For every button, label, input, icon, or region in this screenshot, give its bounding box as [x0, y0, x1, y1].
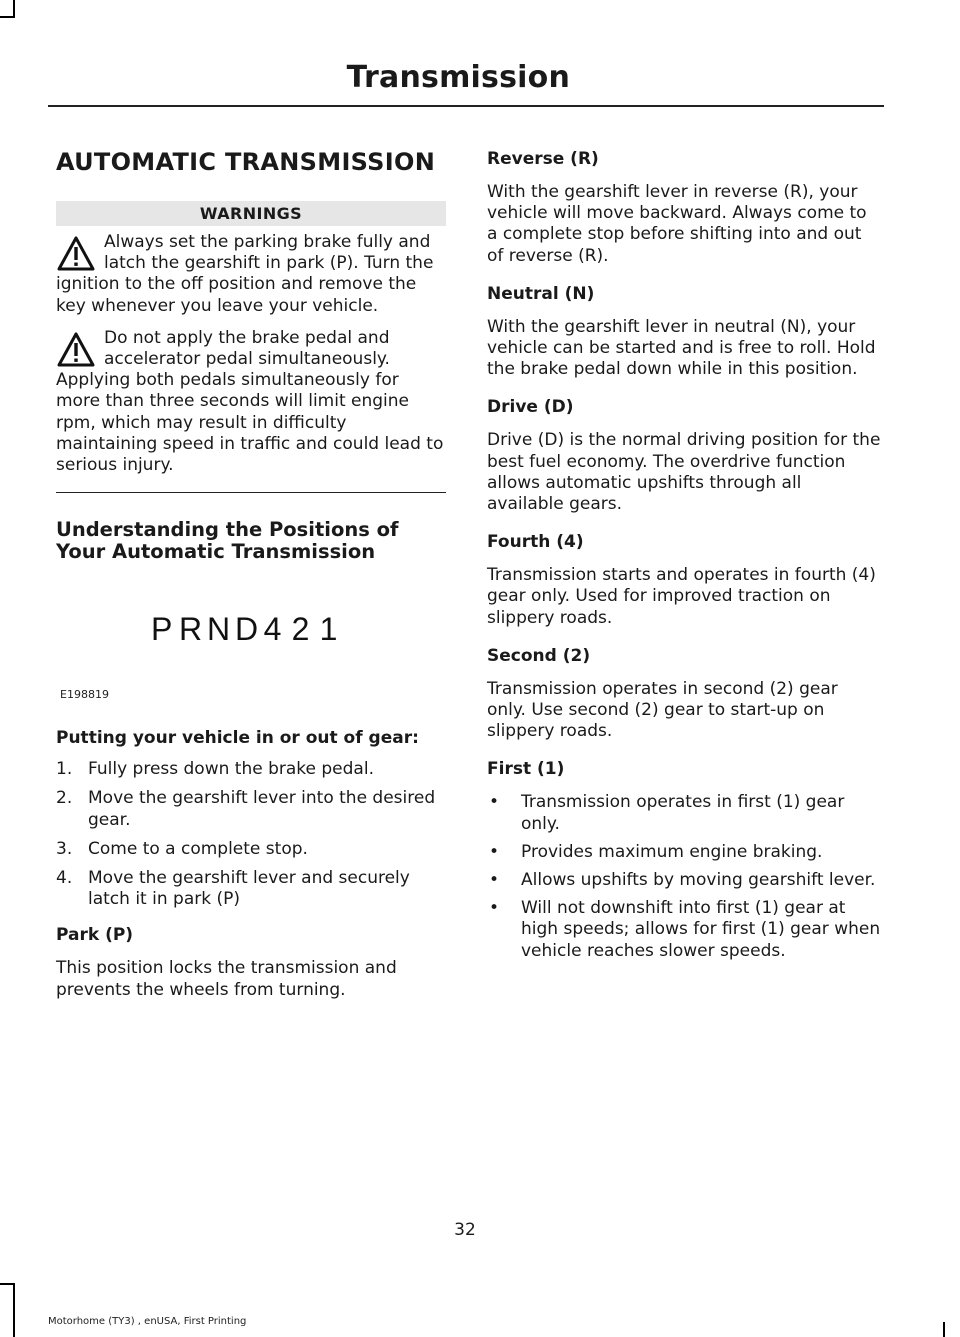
section-fourth	[487, 531, 882, 629]
left-column	[56, 140, 446, 1001]
gear-d: D	[235, 611, 268, 648]
header-rule	[48, 105, 884, 107]
warning-1	[56, 232, 446, 317]
steps-heading: Putting your vehicle in or out of gear:	[56, 728, 419, 749]
list-item	[487, 842, 882, 863]
step-number: 3.	[56, 838, 73, 859]
warning-2	[56, 328, 446, 476]
step-number: 1.	[56, 759, 73, 780]
step-text: Move the gearshift lever and securely latch it in park (P)	[88, 868, 410, 910]
bullet-dot: •	[489, 841, 500, 862]
drive-heading: Drive (D)	[487, 397, 574, 418]
warning-triangle-icon	[56, 330, 96, 370]
crop-mark-bottom-left-h	[0, 1283, 15, 1285]
fourth-text: Transmission starts and operates in fourth (4) gear only. Used for improved traction on slippery roads.	[487, 565, 876, 628]
section-first	[487, 758, 882, 961]
gear-4: 4	[263, 611, 291, 648]
gear-2: 2	[291, 611, 319, 648]
bullet-text: Allows upshifts by moving gearshift lever.	[521, 870, 876, 891]
warning-2-text: Do not apply the brake pedal and accelerator pedal simultaneously. Applying both pedals simultaneously for more than three seconds will limit engine rpm, which may result in difficulty maintaining speed in traffic and could lead to serious injury.	[56, 327, 444, 476]
neutral-text: With the gearshift lever in neutral (N), your vehicle can be started and is free to roll. Hold the brake pedal down while in this position.	[487, 316, 876, 380]
section-second	[487, 645, 882, 743]
page-header-title: Transmission	[346, 60, 570, 95]
gear-r: R	[179, 611, 212, 648]
crop-mark-top-left-h	[0, 16, 15, 18]
warning-1-text: Always set the parking brake fully and latch the gearshift in park (P). Turn the ignition to the off position and remove the key whenever you leave your vehicle.	[56, 232, 434, 316]
list-item	[56, 839, 446, 860]
crop-mark-bottom-left	[13, 1283, 15, 1337]
bullet-text: Provides maximum engine braking.	[521, 841, 823, 862]
step-number: 4.	[56, 868, 73, 889]
step-text: Fully press down the brake pedal.	[88, 759, 374, 780]
list-item	[487, 870, 882, 891]
section-reverse	[487, 148, 882, 267]
bullet-dot: •	[489, 792, 500, 813]
warnings-bar: WARNINGS	[56, 201, 446, 226]
park-text: This position locks the transmission and prevents the wheels from turning.	[56, 958, 397, 1000]
gear-indicator-figure	[56, 571, 446, 721]
section-drive	[487, 396, 882, 515]
list-item	[56, 868, 446, 910]
second-heading: Second (2)	[487, 645, 591, 666]
right-column	[487, 140, 882, 969]
drive-text: Drive (D) is the normal driving position for the best fuel economy. The overdrive function allows automatic upshifts through all available gears.	[487, 430, 881, 515]
crop-mark-bottom-right	[943, 1322, 945, 1337]
gear-1: 1	[319, 611, 347, 648]
footer-text: Motorhome (TY3) , enUSA, First Printing	[48, 1316, 247, 1327]
first-bullets	[487, 792, 882, 961]
park-heading: Park (P)	[56, 925, 134, 946]
gear-p: P	[151, 611, 182, 648]
list-item	[56, 788, 446, 830]
gear-n: N	[207, 611, 240, 648]
page-number: 32	[454, 1220, 476, 1240]
list-item	[487, 898, 882, 962]
fourth-heading: Fourth (4)	[487, 532, 584, 553]
bullet-dot: •	[489, 898, 500, 919]
reverse-text: With the gearshift lever in reverse (R), your vehicle will move backward. Always come to a complete stop before shifting into and out of reverse (R).	[487, 182, 867, 266]
warning-triangle-icon	[56, 234, 96, 274]
bullet-dot: •	[489, 870, 500, 891]
step-number: 2.	[56, 788, 73, 809]
neutral-heading: Neutral (N)	[487, 283, 595, 304]
figure-code: E198819	[60, 688, 109, 702]
reverse-heading: Reverse (R)	[487, 149, 599, 169]
list-item	[487, 792, 882, 834]
second-text: Transmission operates in second (2) gear only. Use second (2) gear to start-up on slippery roads.	[487, 678, 838, 742]
step-text: Move the gearshift lever into the desired gear.	[88, 788, 436, 830]
bullet-text: Will not downshift into first (1) gear at high speeds; allows for first (1) gear when vehicle reaches slower speeds.	[521, 898, 881, 961]
bullet-text: Transmission operates in first (1) gear only.	[521, 792, 845, 834]
first-heading: First (1)	[487, 759, 565, 780]
gear-letters	[151, 611, 347, 648]
steps-list	[56, 759, 446, 910]
section-title: AUTOMATIC TRANSMISSION	[56, 148, 436, 176]
section-neutral	[487, 283, 882, 381]
subsection-title: Understanding the Positions of Your Automatic Transmission	[56, 518, 399, 564]
list-item	[56, 759, 446, 780]
step-text: Come to a complete stop.	[88, 838, 308, 859]
warnings-end-rule	[56, 492, 446, 493]
